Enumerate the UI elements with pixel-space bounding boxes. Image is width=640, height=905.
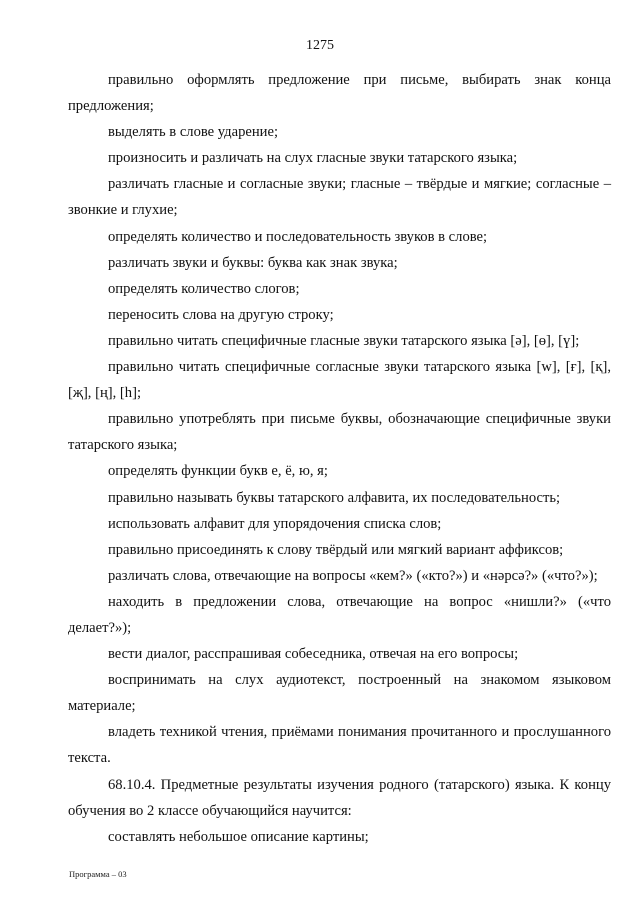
paragraph: переносить слова на другую строку; (108, 306, 334, 323)
paragraph: правильно читать специфичные гласные звуки татарского языка [ә], [ө], [ү]; (108, 332, 580, 349)
paragraph: произносить и различать на слух гласные звуки татарского языка; (108, 150, 518, 167)
paragraph: вести диалог, расспрашивая собеседника, отвечая на его вопросы; (108, 646, 519, 663)
paragraph: определять количество слогов; (108, 280, 300, 297)
paragraph: различать слова, отвечающие на вопросы «кем?» («кто?») и «нәрсә?» («что?»); (108, 567, 598, 584)
section-heading-paragraph: 68.10.4. Предметные результаты изучения родного (татарского) языка. К концу обучения во 2 классе обучающийся научится: (68, 776, 611, 819)
paragraph: различать гласные и согласные звуки; гласные – твёрдые и мягкие; согласные – звонкие и глухие; (68, 176, 611, 219)
paragraph: правильно называть буквы татарского алфавита, их последовательность; (108, 489, 561, 506)
paragraph: составлять небольшое описание картины; (108, 828, 369, 845)
paragraph: владеть техникой чтения, приёмами понимания прочитанного и прослушанного текста. (68, 724, 611, 767)
paragraph: выделять в слове ударение; (108, 124, 279, 141)
footer-label: Программа – 03 (69, 869, 127, 879)
paragraph: правильно употреблять при письме буквы, обозначающие специфичные звуки татарского языка; (68, 411, 611, 454)
paragraph: определять количество и последовательность звуков в слове; (108, 228, 488, 245)
paragraph: правильно присоединять к слову твёрдый или мягкий вариант аффиксов; (108, 541, 564, 558)
body-text (68, 67, 611, 850)
paragraph: использовать алфавит для упорядочения списка слов; (108, 515, 442, 532)
paragraph: находить в предложении слова, отвечающие на вопрос «нишли?» («что делает?»); (68, 593, 611, 636)
paragraph: определять функции букв е, ё, ю, я; (108, 463, 328, 480)
paragraph: правильно читать специфичные согласные звуки татарского языка [w], [ғ], [қ], [җ], [ң], [һ]; (68, 359, 611, 402)
page-number: 1275 (306, 38, 334, 53)
paragraph: различать звуки и буквы: буква как знак звука; (108, 254, 398, 271)
paragraph: воспринимать на слух аудиотекст, построенный на знакомом языковом материале; (68, 672, 611, 715)
paragraph: правильно оформлять предложение при письме, выбирать знак конца предложения; (68, 72, 611, 115)
